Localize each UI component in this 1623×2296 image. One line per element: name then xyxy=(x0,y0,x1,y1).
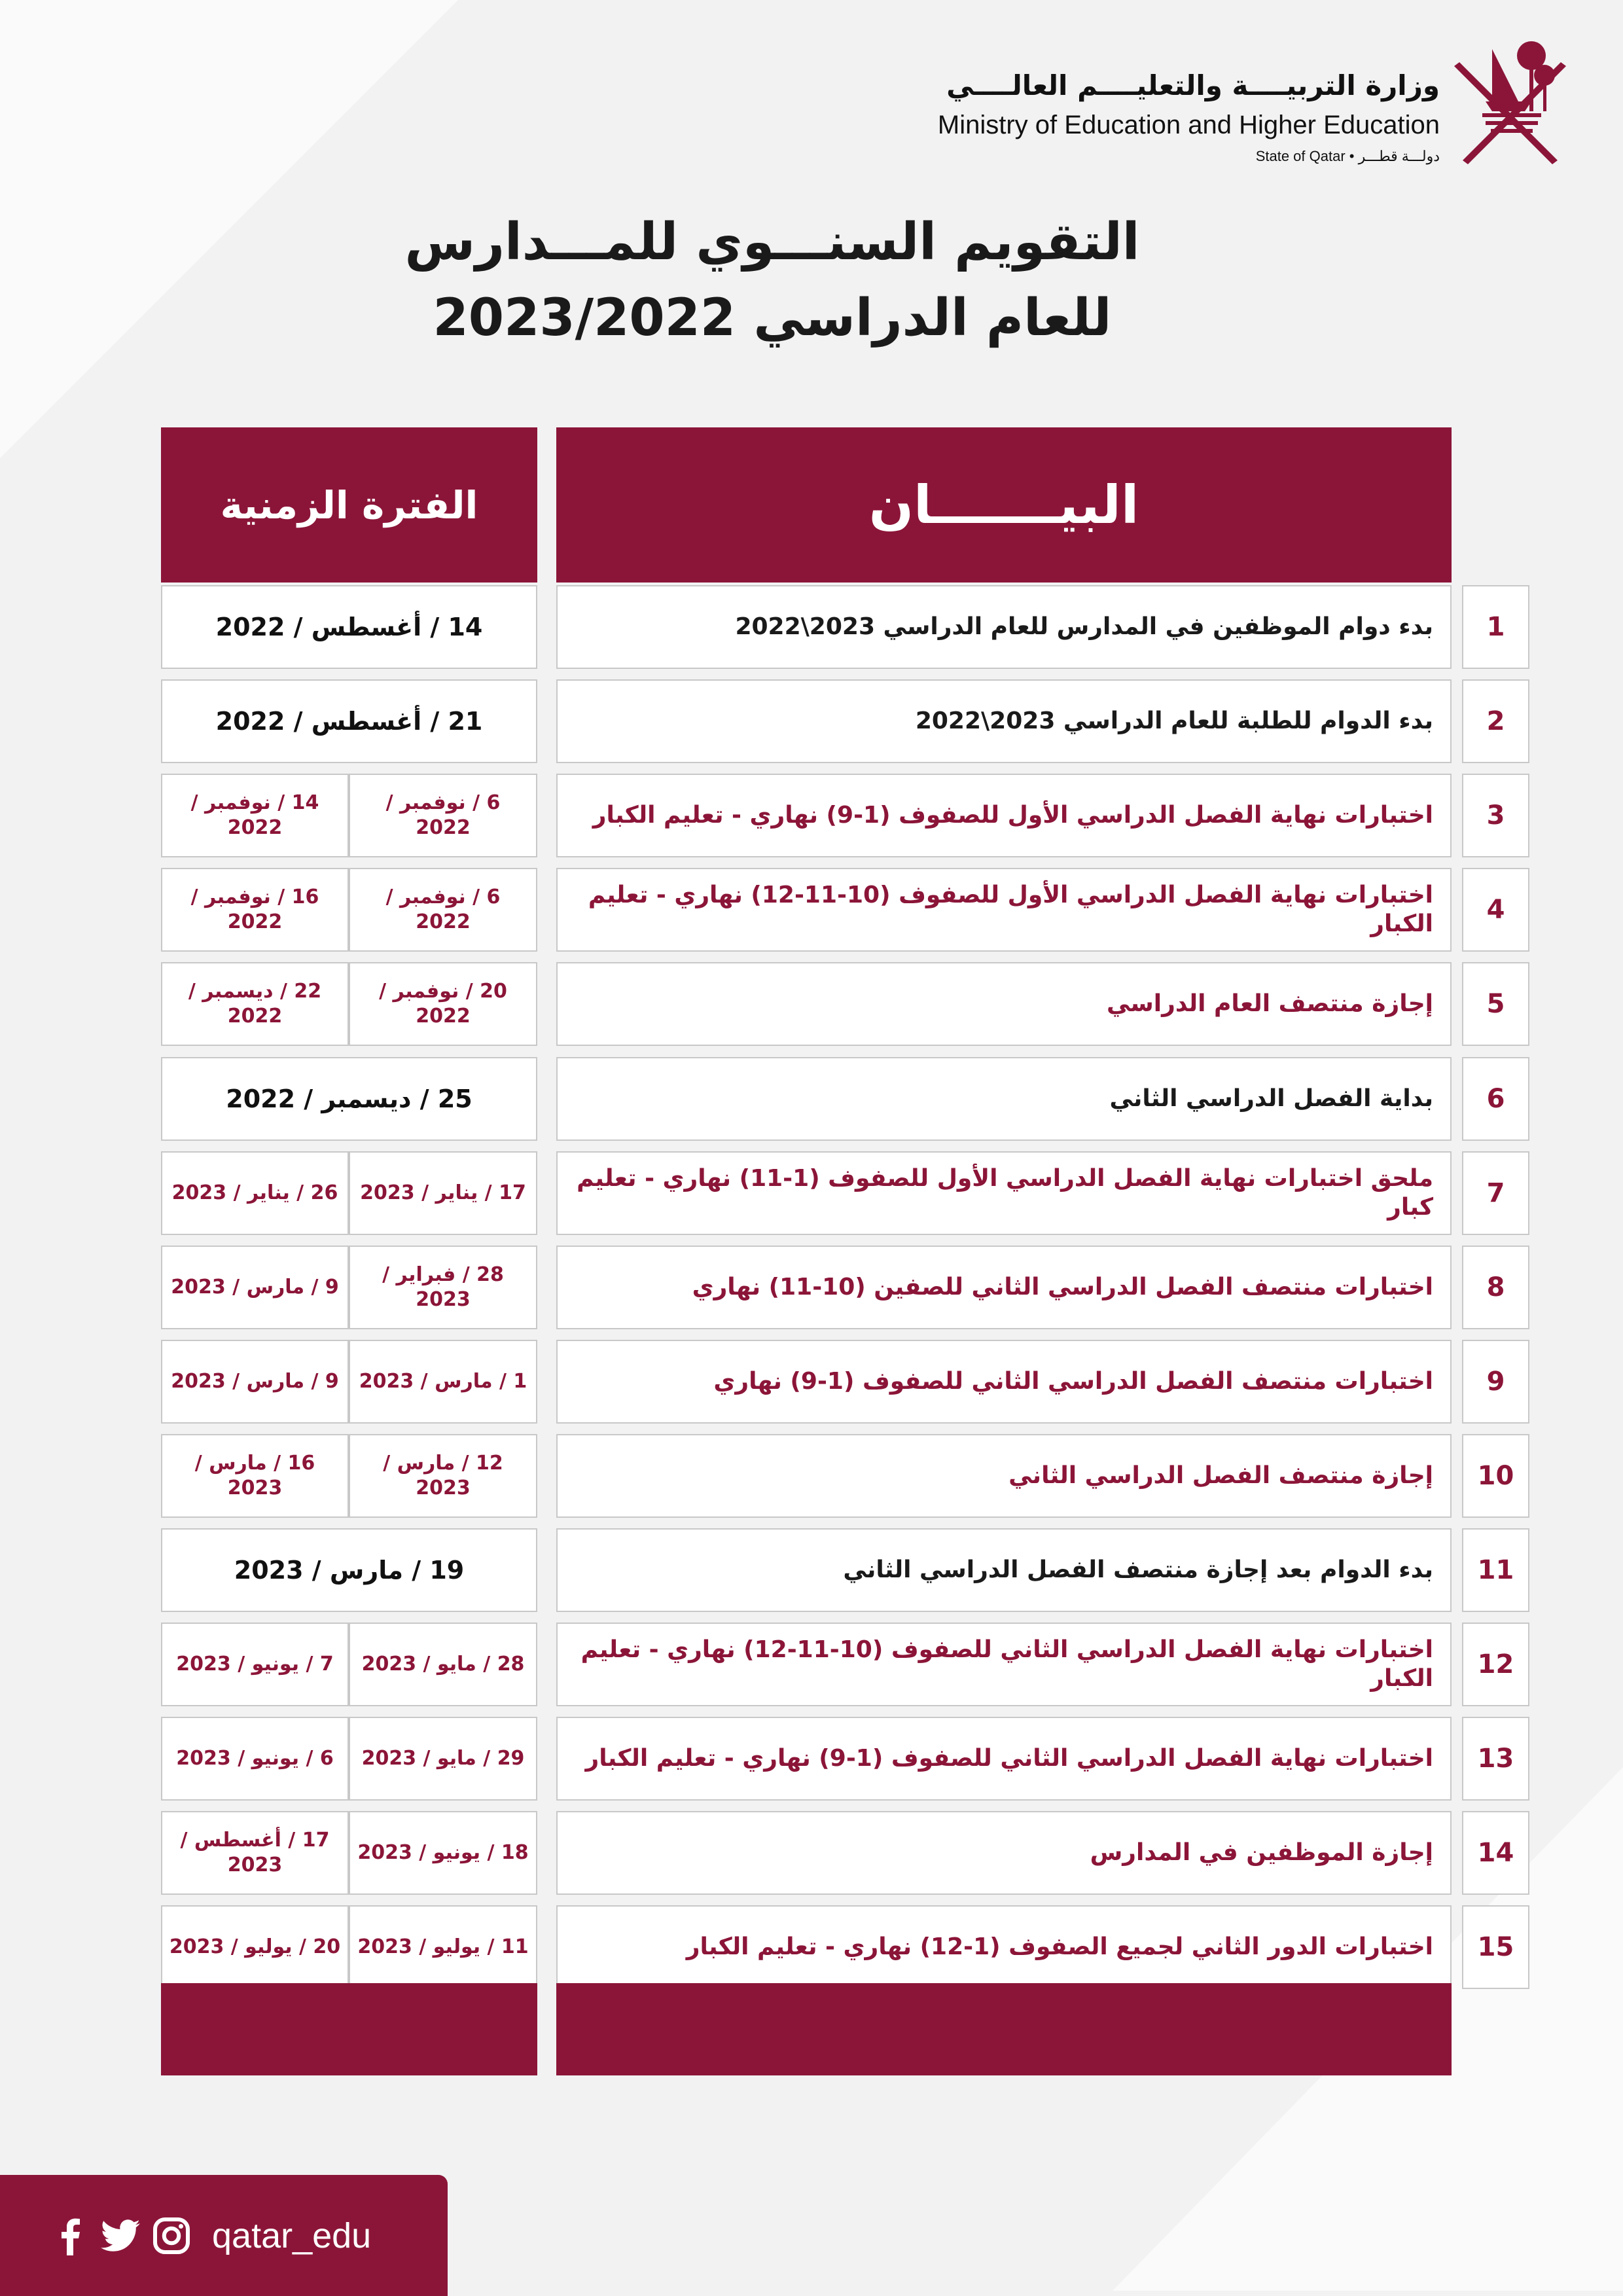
row-start-date: 6 / نوفمبر / 2022 xyxy=(349,868,537,952)
row-description: إجازة منتصف العام الدراسي xyxy=(556,962,1452,1046)
row-date: 19 / مارس / 2023 xyxy=(161,1528,537,1612)
row-number: 7 xyxy=(1462,1151,1529,1235)
row-number: 15 xyxy=(1462,1905,1529,1989)
row-number: 9 xyxy=(1462,1340,1529,1424)
row-end-date: 26 / يناير / 2023 xyxy=(161,1151,349,1235)
row-description: بدء الدوام للطلبة للعام الدراسي 2023\2022 xyxy=(556,679,1452,763)
facebook-icon[interactable] xyxy=(50,2216,89,2255)
row-start-date: 17 / يناير / 2023 xyxy=(349,1151,537,1235)
row-number: 4 xyxy=(1462,868,1529,952)
row-start-date: 1 / مارس / 2023 xyxy=(349,1340,537,1424)
instagram-icon[interactable] xyxy=(152,2216,191,2255)
row-description: بداية الفصل الدراسي الثاني xyxy=(556,1057,1452,1141)
row-description: اختبارات الدور الثاني لجميع الصفوف (1-12) نهاري - تعليم الكبار xyxy=(556,1905,1452,1989)
ministry-name-ar: وزارة التربيــــة والتعليــــم العالــــي xyxy=(946,69,1440,101)
row-end-date: 20 / يوليو / 2023 xyxy=(161,1905,349,1989)
row-end-date: 16 / نوفمبر / 2022 xyxy=(161,868,349,952)
row-end-date: 16 / مارس / 2023 xyxy=(161,1434,349,1518)
row-number: 12 xyxy=(1462,1623,1529,1706)
row-start-date: 11 / يوليو / 2023 xyxy=(349,1905,537,1989)
row-description: اختبارات نهاية الفصل الدراسي الثاني للصفوف (10-11-12) نهاري - تعليم الكبار xyxy=(556,1623,1452,1706)
row-start-date: 28 / فبراير / 2023 xyxy=(349,1246,537,1329)
row-description: اختبارات نهاية الفصل الدراسي الثاني للصفوف (1-9) نهاري - تعليم الكبار xyxy=(556,1717,1452,1801)
row-description: إجازة الموظفين في المدارس xyxy=(556,1811,1452,1895)
row-number: 1 xyxy=(1462,585,1529,669)
row-date: 14 / أغسطس / 2022 xyxy=(161,585,537,669)
table-footer-bar xyxy=(161,1983,537,2075)
row-description: اختبارات منتصف الفصل الدراسي الثاني للصفوف (1-9) نهاري xyxy=(556,1340,1452,1424)
row-description: إجازة منتصف الفصل الدراسي الثاني xyxy=(556,1434,1452,1518)
social-handle[interactable]: qatar_edu xyxy=(212,2215,372,2255)
column-header-period: الفترة الزمنية xyxy=(161,427,537,583)
ministry-logo xyxy=(937,36,1571,180)
row-end-date: 9 / مارس / 2023 xyxy=(161,1340,349,1424)
column-header-description: البيـــــــان xyxy=(556,427,1452,583)
row-end-date: 7 / يونيو / 2023 xyxy=(161,1623,349,1706)
row-number: 6 xyxy=(1462,1057,1529,1141)
row-number: 13 xyxy=(1462,1717,1529,1801)
row-start-date: 20 / نوفمبر / 2022 xyxy=(349,962,537,1046)
row-description: بدء الدوام بعد إجازة منتصف الفصل الدراسي الثاني xyxy=(556,1528,1452,1612)
row-start-date: 28 / مايو / 2023 xyxy=(349,1623,537,1706)
row-number: 5 xyxy=(1462,962,1529,1046)
row-number: 8 xyxy=(1462,1246,1529,1329)
row-number: 11 xyxy=(1462,1528,1529,1612)
twitter-icon[interactable] xyxy=(101,2216,140,2255)
row-number: 3 xyxy=(1462,774,1529,857)
row-end-date: 22 / ديسمبر / 2022 xyxy=(161,962,349,1046)
row-date: 21 / أغسطس / 2022 xyxy=(161,679,537,763)
row-number: 2 xyxy=(1462,679,1529,763)
row-start-date: 12 / مارس / 2023 xyxy=(349,1434,537,1518)
page-title: التقويم السنـــوي للمـــدارس xyxy=(404,213,1140,272)
row-start-date: 18 / يونيو / 2023 xyxy=(349,1811,537,1895)
table-footer-bar xyxy=(556,1983,1452,2075)
row-description: بدء دوام الموظفين في المدارس للعام الدراسي 2023\2022 xyxy=(556,585,1452,669)
row-description: اختبارات نهاية الفصل الدراسي الأول للصفوف (1-9) نهاري - تعليم الكبار xyxy=(556,774,1452,857)
row-start-date: 6 / نوفمبر / 2022 xyxy=(349,774,537,857)
qatar-emblem-icon xyxy=(1446,36,1571,167)
row-description: اختبارات نهاية الفصل الدراسي الأول للصفوف (10-11-12) نهاري - تعليم الكبار xyxy=(556,868,1452,952)
row-start-date: 29 / مايو / 2023 xyxy=(349,1717,537,1801)
row-description: اختبارات منتصف الفصل الدراسي الثاني للصفين (10-11) نهاري xyxy=(556,1246,1452,1329)
row-end-date: 9 / مارس / 2023 xyxy=(161,1246,349,1329)
ministry-name-en: Ministry of Education and Higher Education xyxy=(937,111,1440,139)
row-number: 14 xyxy=(1462,1811,1529,1895)
state-label: State of Qatar • دولـــة قطـــر xyxy=(1255,148,1440,164)
row-end-date: 6 / يونيو / 2023 xyxy=(161,1717,349,1801)
row-number: 10 xyxy=(1462,1434,1529,1518)
social-footer xyxy=(0,2175,448,2296)
row-end-date: 14 / نوفمبر / 2022 xyxy=(161,774,349,857)
row-end-date: 17 / أغسطس / 2023 xyxy=(161,1811,349,1895)
row-description: ملحق اختبارات نهاية الفصل الدراسي الأول للصفوف (1-11) نهاري - تعليم كبار xyxy=(556,1151,1452,1235)
row-date: 25 / ديسمبر / 2022 xyxy=(161,1057,537,1141)
page-subtitle: للعام الدراسي 2023/2022 xyxy=(433,289,1112,348)
